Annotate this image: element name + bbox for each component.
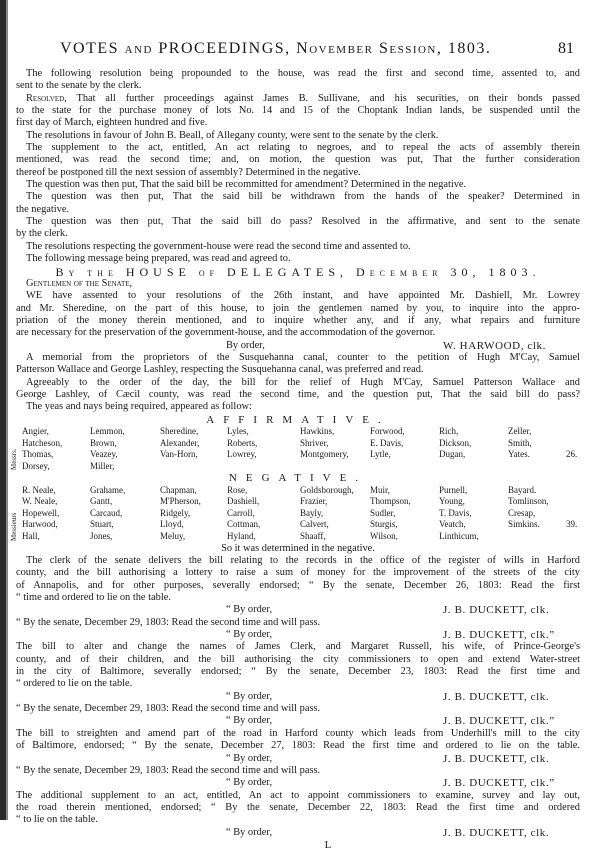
member-name: Dickson,	[439, 437, 472, 448]
vote-count-cell	[566, 438, 586, 450]
member-name: Dorsey,	[22, 460, 50, 471]
member-name: Montgomery,	[300, 449, 349, 460]
text-line: mentioned, was read the second time; and, on motion, the question was put, That the further consideration	[16, 154, 580, 166]
vote-count-cell	[566, 426, 586, 438]
member-name: Bayard.	[508, 484, 537, 495]
member-name: Brown,	[90, 437, 117, 448]
vote-row	[22, 519, 580, 531]
member-name: Hawkins,	[300, 425, 335, 436]
text-line: Patterson Wallace and George Lashley, respecting the Susquehanna canal, was preferred and read.	[16, 364, 424, 376]
member-name: Alexander,	[160, 437, 200, 448]
text-line: The question was then put, That the said bill be recommitted for amendment? Determined in the negative.	[26, 179, 467, 191]
text-line: of Annapolis, and for other purposes, severally endorsed; “ By the senate, December 26, 1803: Read the first	[16, 579, 580, 591]
member-name: Lemmon,	[90, 425, 125, 436]
member-name: Lyles,	[227, 425, 249, 436]
member-name: Cresap,	[508, 507, 536, 518]
member-name: Carcaud,	[90, 507, 123, 518]
text-line: “ By the senate, December 29, 1803: Read the second time and will pass.	[16, 764, 321, 776]
member-name: Rose,	[227, 484, 248, 495]
affirmative-heading: AFFIRMATIVE.	[206, 413, 390, 426]
member-name: Ridgely,	[160, 507, 191, 518]
member-name: Goldsborough,	[300, 484, 354, 495]
member-name: Purnell,	[439, 484, 468, 495]
member-name: Tomlinson,	[508, 496, 549, 507]
member-name: Sheredine,	[160, 425, 199, 436]
text-line: The question was then put, That the said bill be withdrawn from the hands of the speaker? Determined in	[26, 191, 580, 203]
member-name: Jones,	[90, 531, 113, 542]
order-text: “ By order,	[226, 690, 273, 702]
vote-row	[22, 531, 580, 543]
text-line: The clerk of the senate delivers the bill relating to the records in the office of the register of wills in Harford	[26, 555, 580, 566]
messrs-label: Messrs.	[10, 448, 18, 470]
member-name: Stuart,	[90, 519, 114, 530]
member-name	[508, 461, 566, 473]
text-line: The yeas and nays being required, appeared as follow:	[26, 401, 252, 413]
member-name: R. Neale,	[22, 484, 56, 495]
text-line	[16, 93, 580, 105]
text-line: are necessary for the preservation of the government-house, and the accommodation of the governor.	[16, 327, 436, 339]
member-name: Meluy,	[160, 531, 186, 542]
text-line: by the clerk.	[16, 228, 68, 240]
header-proceedings: PROCEEDINGS,	[158, 40, 291, 57]
vote-count: 26.	[566, 449, 578, 460]
member-name: Shaaff,	[300, 531, 326, 542]
text-line: “ By the senate, December 29, 1803: Read the second time and will pass.	[16, 616, 321, 628]
order-line	[16, 715, 580, 727]
text-line: The resolutions in favour of John B. Beall, of Allegany county, were sent to the senate by the clerk.	[26, 129, 439, 141]
member-name: Shriver,	[300, 437, 329, 448]
member-name: Veatch,	[439, 519, 466, 530]
clerk-signature: W. HARWOOD, clk.	[443, 339, 546, 352]
clerk-signature: J. B. DUCKETT, clk.”	[443, 715, 555, 728]
vote-row	[22, 485, 580, 497]
member-name: Bayly,	[300, 507, 324, 518]
order-text: “ By order,	[226, 629, 273, 641]
member-name: Hopewell,	[22, 507, 60, 518]
member-name: Zeller,	[508, 425, 532, 436]
text-line: Agreeably to the order of the day, the bill for the relief of Hugh M'Cay, Samuel Patterson Wallace and	[26, 376, 580, 388]
member-name: E. Davis,	[370, 437, 404, 448]
header-and: and	[124, 40, 153, 57]
member-name: Simkins.	[508, 519, 540, 530]
member-name	[508, 531, 566, 543]
order-line	[16, 604, 580, 616]
text-line: first day of March, eighteen hundred and five.	[16, 117, 208, 129]
member-name: Van-Horn,	[160, 449, 198, 460]
member-name: M'Pherson,	[160, 496, 201, 507]
text-line: “ time and ordered to lie on the table.	[16, 592, 171, 604]
scan-edge-shadow	[6, 0, 8, 820]
text-line: to the state for the purchase money of lots No. 14 and 15 of the Choptank Indian lands, be suspended until the	[16, 105, 580, 117]
member-name: Hatcheson,	[22, 437, 63, 448]
text-line: The supplement to the act, entitled, An act relating to negroes, and to repeal the acts of assembly therein	[26, 142, 580, 154]
clerk-signature: J. B. DUCKETT, clk.	[443, 690, 550, 703]
member-name: Miller,	[90, 460, 115, 471]
order-text: “ By order,	[226, 777, 273, 789]
member-name: Muir,	[370, 484, 390, 495]
text-span: That all further proceedings against James B. Sullivane, and his securities, on their bonds passed	[76, 92, 581, 104]
member-name: Dugan,	[439, 449, 466, 460]
vote-row	[22, 508, 580, 520]
text-line: of Baltimore, endorsed; “ By the senate, December 27, 1803: Read the first time and ordered to lie on the table.	[16, 740, 580, 752]
vote-row	[22, 426, 580, 438]
text-line: The resolutions respecting the government-house were read the second time and assented to.	[26, 240, 411, 252]
member-name: Angier,	[22, 425, 49, 436]
order-line	[16, 629, 580, 641]
order-line	[16, 827, 580, 839]
messieurs-label: Messieurs	[10, 512, 18, 541]
vote-count-cell	[566, 485, 586, 497]
member-name: Dashiell,	[227, 496, 260, 507]
order-text: “ By order,	[226, 715, 273, 727]
member-name: Lytle,	[370, 449, 391, 460]
text-line: in the city of Baltimore, severally endorsed; “ By the senate, December 23, 1803: Read the first time and	[16, 666, 580, 678]
vote-row	[22, 438, 580, 450]
header-votes: VOTES	[60, 40, 120, 57]
text-line: “ By the senate, December 29, 1803: Read the second time and will pass.	[16, 703, 321, 715]
clerk-signature: J. B. DUCKETT, clk.	[443, 752, 550, 765]
member-name: Young,	[439, 496, 465, 507]
member-name: Hyland,	[227, 531, 256, 542]
clerk-signature: J. B. DUCKETT, clk.”	[443, 629, 555, 642]
order-text: “ By order,	[226, 826, 273, 838]
member-name	[300, 461, 370, 473]
vote-row	[22, 496, 580, 508]
header-session: November Session, 1803.	[296, 40, 492, 57]
order-line	[16, 777, 580, 789]
text-line: thereof be postponed till the next session of assembly? Determined in the negative.	[16, 166, 361, 178]
member-name: Calvert,	[300, 519, 329, 530]
member-name: Gantt,	[90, 496, 113, 507]
text-line: “ to lie on the table.	[16, 814, 98, 826]
text-line: priation of the money therein mentioned, and to inquire whether any, and if any, what repairs and furniture	[16, 314, 580, 326]
text-line: The following message being prepared, was read and agreed to.	[26, 253, 291, 265]
member-name: Cottman,	[227, 519, 261, 530]
text-line: county, and of their children, and the bill authorising the city commissioners to open and extend Water-street	[16, 653, 580, 665]
text-line: the negative.	[16, 203, 70, 215]
text-line: The bill to streighten and amend part of the road in Harford county which leads from Underhill's mill to the city	[16, 727, 580, 739]
order-line	[16, 691, 580, 703]
page-body	[10, 68, 581, 851]
member-name: Yates.	[508, 449, 530, 460]
signature-mark: L	[324, 838, 332, 851]
member-name: Lowrey,	[227, 449, 257, 460]
text-line: the road therein mentioned, endorsed; “ By the senate, December 22, 1803: Read the first time and ordered	[16, 801, 580, 813]
member-name: Linthicum,	[439, 531, 479, 542]
salutation: Gentlemen of the Senate,	[26, 277, 133, 289]
text-line: The following resolution being propounded to the house, was read the first and second time, assented to, and	[26, 68, 580, 79]
message-heading	[16, 266, 580, 278]
text-line: The additional supplement to an act, entitled, An act to appoint commissioners to examine, survey and lay out,	[16, 789, 580, 801]
text-line: and Mr. Sheredine, on the part of this house, to join the gentlemen named by you, to inquire into the appro-	[16, 302, 580, 314]
member-name: Chapman,	[160, 484, 197, 495]
member-name: Sturgis,	[370, 519, 398, 530]
member-name: Rich,	[439, 425, 459, 436]
order-text: “ By order,	[226, 752, 273, 764]
vote-result: So it was determined in the negative.	[221, 542, 375, 554]
member-name: Carroll,	[227, 507, 255, 518]
member-name	[439, 461, 508, 473]
member-name: Thompson,	[370, 496, 411, 507]
running-header	[60, 40, 580, 62]
member-name	[227, 461, 300, 473]
vote-count-cell	[566, 496, 586, 508]
member-name: Sudler,	[370, 507, 396, 518]
vote-row	[22, 449, 580, 461]
member-name: Harwood,	[22, 519, 58, 530]
text-line: The question was then put, That the said bill do pass? Resolved in the affirmative, and sent to the senate	[26, 216, 580, 228]
text-line: The bill to alter and change the names of James Clerk, and Margaret Russell, his wife, of Prince-George's	[16, 641, 580, 653]
vote-count	[566, 508, 586, 520]
member-name: Hall,	[22, 531, 40, 542]
vote-count-cell	[566, 461, 586, 473]
member-name: T. Davis,	[439, 507, 472, 518]
text-line: sent to the senate by the clerk.	[16, 80, 142, 92]
member-name: Thomas,	[22, 449, 54, 460]
clerk-signature: J. B. DUCKETT, clk.	[443, 604, 550, 617]
member-name: Frazier,	[300, 496, 328, 507]
text-line: A memorial from the proprietors of the Susquehanna canal, counter to the petition of Hugh M'Cay, Samuel	[26, 351, 580, 363]
member-name: Grahame,	[90, 484, 126, 495]
affirmative-vote-list	[10, 425, 580, 472]
vote-count: 39.	[566, 519, 578, 530]
member-name: Roberts,	[227, 437, 258, 448]
clerk-signature: J. B. DUCKETT, clk.”	[443, 777, 555, 790]
negative-vote-list	[10, 484, 580, 543]
resolved-word: Resolved,	[26, 92, 67, 104]
order-line	[16, 340, 580, 352]
message-heading-text: By the HOUSE of DELEGATES, December 30, 1803.	[55, 264, 541, 279]
member-name: Wilson,	[370, 531, 398, 542]
member-name: Lloyd,	[160, 519, 184, 530]
page-number: 81	[558, 40, 574, 57]
text-line: “ ordered to lie on the table.	[16, 678, 133, 690]
member-name	[370, 461, 439, 473]
member-name	[160, 461, 227, 473]
clerk-signature: J. B. DUCKETT, clk.	[443, 826, 550, 839]
member-name: Smith,	[508, 437, 532, 448]
text-line: county, and the bill authorising a lottery to raise a sum of money for the improvement of the streets of the city	[16, 567, 580, 579]
negative-heading: NEGATIVE.	[228, 472, 368, 485]
member-name: Veazey,	[90, 449, 118, 460]
text-line: WE have assented to your resolutions of the 26th instant, and have appointed Mr. Dashiell, Mr. Lowrey	[26, 290, 580, 302]
order-text: “ By order,	[226, 604, 273, 616]
order-line	[16, 753, 580, 765]
member-name: W. Neale,	[22, 496, 58, 507]
member-name: Forwood,	[370, 425, 405, 436]
order-text: By order,	[226, 339, 265, 351]
vote-row	[22, 461, 580, 473]
text-line: George Lashley, of Cæcil county, was read the second time, and the question put, That the said bill do pass?	[16, 388, 580, 400]
vote-count-cell	[566, 531, 586, 543]
